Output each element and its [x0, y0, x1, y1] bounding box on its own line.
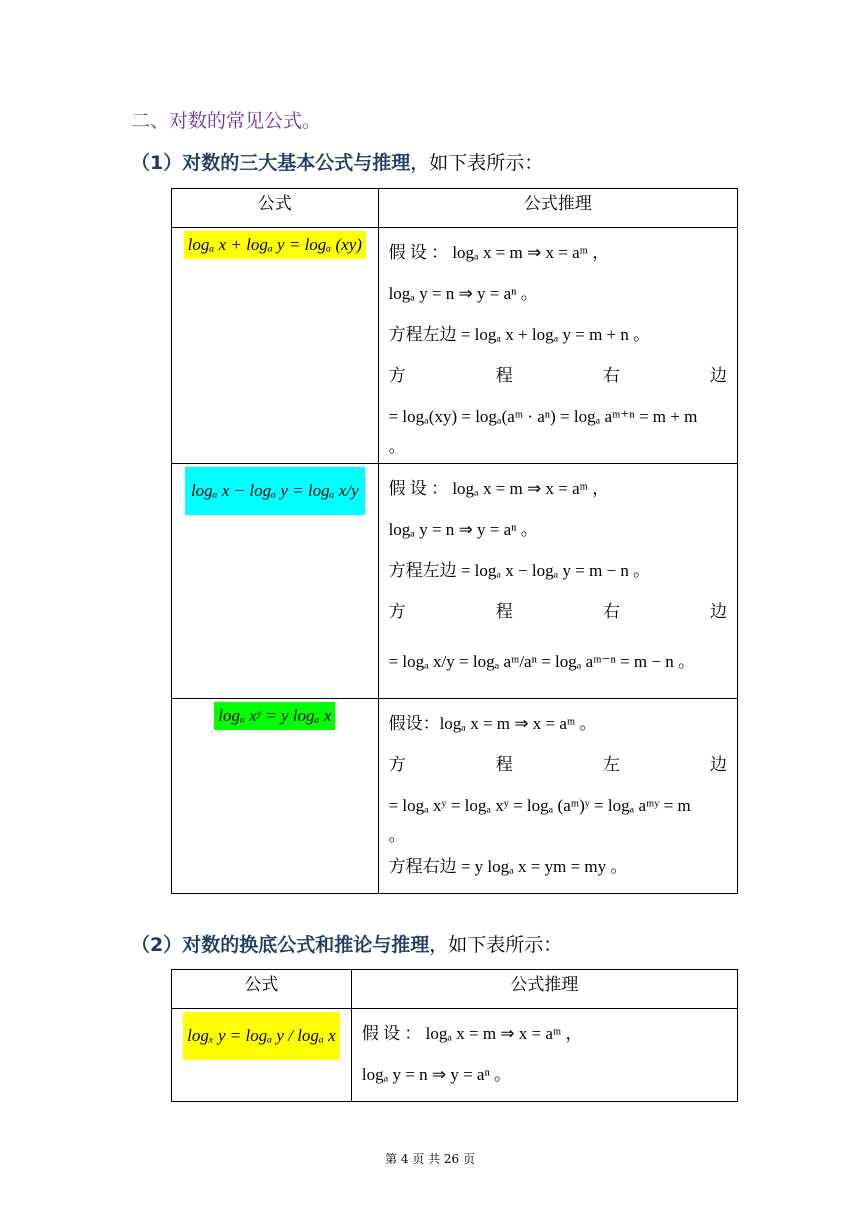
table-row — [172, 228, 738, 464]
header-derivation: 公式推理 — [378, 189, 737, 228]
formula-cell — [172, 228, 379, 464]
section-title: 二、对数的常见公式。 — [131, 110, 322, 132]
derivation-cell — [378, 699, 737, 894]
derivation-line: = logₐ x/y = logₐ aᵐ/aⁿ = logₐ aᵐ⁻ⁿ = m − n 。 — [388, 652, 695, 671]
part2-heading-plain: ，如下表所示： — [429, 934, 563, 956]
table-row — [172, 1009, 738, 1102]
part2-heading — [131, 930, 562, 957]
formula-cell — [172, 464, 379, 699]
header-formula: 公式 — [172, 189, 379, 228]
part2-heading-bold: （2）对数的换底公式和推论与推理 — [131, 934, 430, 956]
formula-cell — [172, 699, 379, 894]
derivation-line: 假 设 ： logₐ x = m ⇒ x = aᵐ ， — [361, 1024, 583, 1043]
part1-heading-plain: ，如下表所示： — [410, 152, 544, 174]
derivation-line: 方程右边 = y logₐ x = ym = my 。 — [388, 857, 628, 876]
table-basic-formulas — [171, 188, 738, 894]
table-header-row — [172, 189, 738, 228]
table-row — [172, 464, 738, 699]
formula-quotient-rule: logₐ x − logₐ y = logₐ x/y — [185, 467, 365, 515]
formula-power-rule: logₐ xʸ = y logₐ x — [214, 702, 335, 730]
header-derivation: 公式推理 — [351, 970, 737, 1009]
formula-change-of-base: logₓ y = logₐ y / logₐ x — [183, 1012, 340, 1060]
derivation-line: 假 设 ： logₐ x = m ⇒ x = aᵐ ， — [388, 243, 610, 262]
derivation-cell — [378, 464, 737, 699]
derivation-line: 。 — [388, 437, 406, 456]
derivation-line: 方 程 右 边 — [388, 602, 727, 621]
table-row — [172, 699, 738, 894]
formula-cell — [172, 1009, 352, 1102]
derivation-line: logₐ y = n ⇒ y = aⁿ 。 — [388, 520, 538, 539]
table-header-row — [172, 970, 738, 1009]
derivation-line: 假设：logₐ x = m ⇒ x = aᵐ 。 — [388, 714, 597, 733]
derivation-line: 方 程 右 边 — [388, 366, 727, 385]
derivation-line: logₐ y = n ⇒ y = aⁿ 。 — [388, 284, 538, 303]
derivation-line: 。 — [388, 826, 406, 845]
part1-heading-bold: （1）对数的三大基本公式与推理 — [131, 152, 411, 174]
header-formula: 公式 — [172, 970, 352, 1009]
formula-product-rule: logₐ x + logₐ y = logₐ (xy) — [184, 231, 366, 259]
derivation-line: = logₐ(xy) = logₐ(aᵐ · aⁿ) = logₐ aᵐ⁺ⁿ = m + m — [388, 407, 698, 426]
derivation-line: logₐ y = n ⇒ y = aⁿ 。 — [361, 1065, 512, 1084]
derivation-line: 方程左边 = logₐ x + logₐ y = m + n 。 — [388, 325, 651, 344]
derivation-cell — [378, 228, 737, 464]
part1-heading — [131, 148, 543, 175]
derivation-line: = logₐ xʸ = logₐ xʸ = logₐ (aᵐ)ʸ = logₐ aᵐʸ = m — [388, 796, 691, 815]
table-change-of-base — [171, 969, 738, 1102]
derivation-line: 假 设 ： logₐ x = m ⇒ x = aᵐ ， — [388, 479, 610, 498]
derivation-line: 方程左边 = logₐ x − logₐ y = m − n 。 — [388, 561, 651, 580]
derivation-cell — [351, 1009, 737, 1102]
derivation-line: 方 程 左 边 — [388, 755, 727, 774]
page-footer: 第 4 页 共 26 页 — [385, 1152, 475, 1166]
